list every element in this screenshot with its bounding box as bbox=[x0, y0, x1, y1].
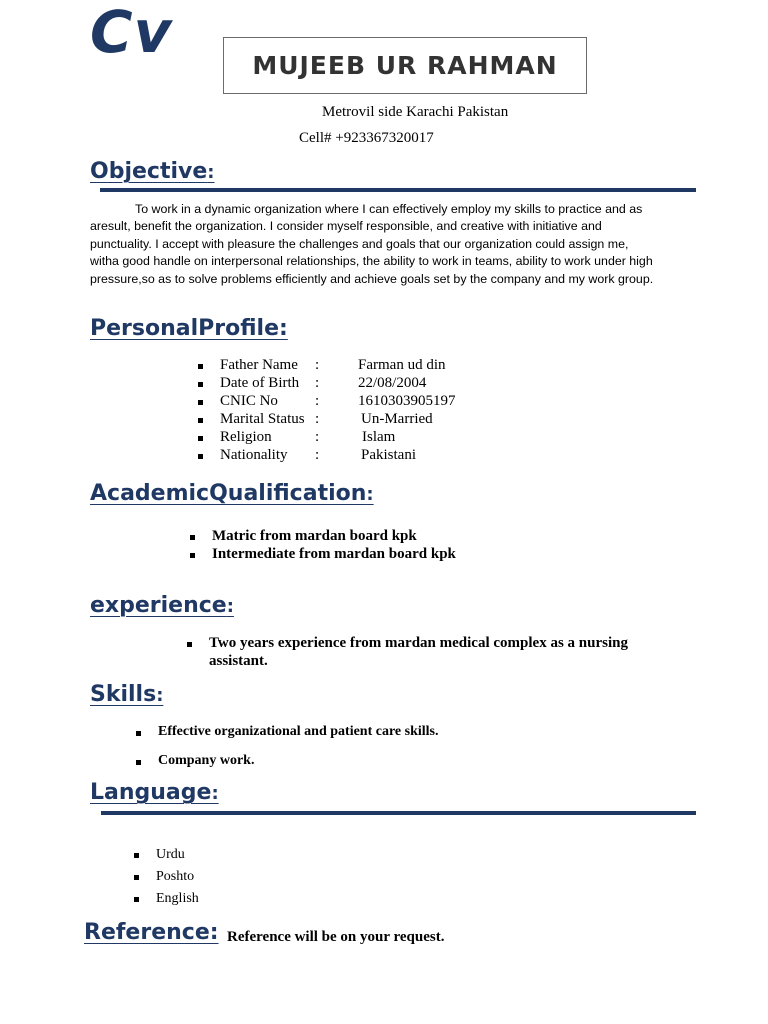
skills-item: Effective organizational and patient care skills. bbox=[136, 724, 439, 740]
skills-item: Company work. bbox=[136, 753, 254, 769]
experience-heading: experience: bbox=[90, 593, 234, 618]
cell-number: Cell# +923367320017 bbox=[299, 130, 434, 146]
reference-text: Reference will be on your request. bbox=[227, 929, 445, 945]
language-divider bbox=[101, 811, 696, 815]
cv-title: Cv bbox=[90, 0, 173, 66]
experience-item-continued: assistant. bbox=[209, 653, 268, 669]
objective-paragraph: To work in a dynamic organization where I can effectively employ my skills to practice and as aresult, benefit the organization. I consider myself responsible, and creative with initiative and punctuality. I accept with pleasure the challenges and goals that our organization could assign me, witha good handle on interpersonal relationships, the ability to work in teams, ability to work under high pressure,so as to solve problems efficiently and achieve goals set by the company and my work group. bbox=[90, 202, 654, 286]
candidate-name: MUJEEB UR RAHMAN bbox=[252, 51, 558, 80]
academic-heading: AcademicQualification: bbox=[90, 481, 374, 506]
academic-item: Matric from mardan board kpk bbox=[190, 528, 417, 545]
personal-profile-list: Father Name : Farman ud din Date of Birth : 22/08/2004 CNIC No : 1610303905197 Marital Status : Un-Married Religion : Islam Nationality : Pakistani bbox=[198, 357, 498, 467]
skills-heading: Skills: bbox=[90, 682, 164, 707]
language-heading: Language: bbox=[90, 780, 219, 805]
language-item: English bbox=[134, 891, 199, 907]
language-item: Urdu bbox=[134, 847, 185, 863]
personal-profile-heading: PersonalProfile: bbox=[90, 316, 288, 341]
address: Metrovil side Karachi Pakistan bbox=[322, 104, 509, 120]
objective-divider bbox=[100, 188, 696, 192]
experience-item: Two years experience from mardan medical complex as a nursing bbox=[187, 635, 628, 652]
reference-heading: Reference: bbox=[84, 920, 219, 945]
objective-heading: Objective: bbox=[90, 159, 215, 184]
academic-item: Intermediate from mardan board kpk bbox=[190, 546, 456, 563]
language-item: Poshto bbox=[134, 869, 194, 885]
